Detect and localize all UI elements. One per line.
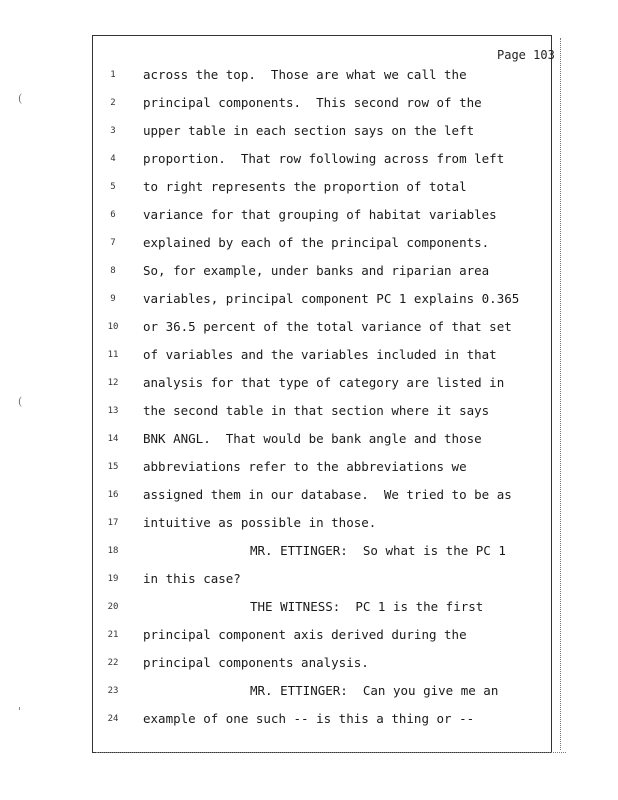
line-number: 21 [107, 630, 119, 640]
line-number: 8 [110, 266, 116, 276]
line-text: MR. ETTINGER: Can you give me an [250, 683, 499, 698]
transcript-line [100, 683, 555, 703]
line-number: 24 [107, 714, 119, 724]
line-number: 15 [107, 462, 119, 472]
transcript-line [100, 263, 555, 283]
line-text: in this case? [143, 571, 241, 586]
transcript-line [100, 403, 555, 423]
line-number: 6 [110, 210, 116, 220]
margin-mark: ( [18, 395, 23, 408]
transcript-line [100, 431, 555, 451]
line-number: 13 [107, 406, 119, 416]
line-text: variance for that grouping of habitat variables [143, 207, 497, 222]
line-number: 18 [107, 546, 119, 556]
page-bottom-edge [96, 752, 566, 755]
line-text: THE WITNESS: PC 1 is the first [250, 599, 484, 614]
line-text: the second table in that section where it says [143, 403, 490, 418]
transcript-line [100, 235, 555, 255]
transcript-line [100, 95, 555, 115]
transcript-line [100, 599, 555, 619]
line-text: explained by each of the principal components. [143, 235, 490, 250]
transcript-line [100, 375, 555, 395]
line-text: of variables and the variables included in that [143, 347, 497, 362]
line-text: proportion. That row following across from left [143, 151, 505, 166]
line-number: 1 [110, 70, 116, 80]
line-number: 5 [110, 182, 116, 192]
transcript-line [100, 179, 555, 199]
page-number: Page 103 [497, 48, 555, 62]
line-number: 7 [110, 238, 116, 248]
line-number: 11 [107, 350, 119, 360]
page-right-edge [560, 38, 563, 750]
line-text: BNK ANGL. That would be bank angle and those [143, 431, 482, 446]
line-text: analysis for that type of category are listed in [143, 375, 505, 390]
transcript-line [100, 151, 555, 171]
line-number: 20 [107, 602, 119, 612]
line-text: principal components. This second row of the [143, 95, 482, 110]
line-text: example of one such -- is this a thing or -- [143, 711, 475, 726]
line-number: 12 [107, 378, 119, 388]
line-number: 14 [107, 434, 119, 444]
line-text: assigned them in our database. We tried to be as [143, 487, 512, 502]
line-number: 17 [107, 518, 119, 528]
transcript-line [100, 711, 555, 731]
line-text: So, for example, under banks and riparian area [143, 263, 490, 278]
transcript-line [100, 347, 555, 367]
transcript-line [100, 459, 555, 479]
line-text: MR. ETTINGER: So what is the PC 1 [250, 543, 506, 558]
line-text: intuitive as possible in those. [143, 515, 377, 530]
line-text: abbreviations refer to the abbreviations we [143, 459, 467, 474]
transcript-line [100, 291, 555, 311]
transcript-line [100, 515, 555, 535]
line-text: principal component axis derived during the [143, 627, 467, 642]
line-text: variables, principal component PC 1 explains 0.365 [143, 291, 520, 306]
line-text: to right represents the proportion of total [143, 179, 467, 194]
transcript-line [100, 487, 555, 507]
line-number: 23 [107, 686, 119, 696]
line-number: 22 [107, 658, 119, 668]
line-number: 4 [110, 154, 116, 164]
line-text: across the top. Those are what we call the [143, 67, 467, 82]
margin-mark: ( [18, 92, 23, 105]
transcript-line [100, 655, 555, 675]
line-text: upper table in each section says on the left [143, 123, 475, 138]
line-number: 2 [110, 98, 116, 108]
line-number: 9 [110, 294, 116, 304]
transcript-line [100, 207, 555, 227]
transcript-line [100, 571, 555, 591]
line-number: 10 [107, 322, 119, 332]
line-text: or 36.5 percent of the total variance of that set [143, 319, 512, 334]
margin-mark: ' [18, 705, 22, 718]
transcript-line [100, 543, 555, 563]
transcript-line [100, 123, 555, 143]
line-number: 19 [107, 574, 119, 584]
transcript-line [100, 627, 555, 647]
line-number: 16 [107, 490, 119, 500]
transcript-line [100, 319, 555, 339]
line-text: principal components analysis. [143, 655, 369, 670]
line-number: 3 [110, 126, 116, 136]
transcript-line [100, 67, 555, 87]
